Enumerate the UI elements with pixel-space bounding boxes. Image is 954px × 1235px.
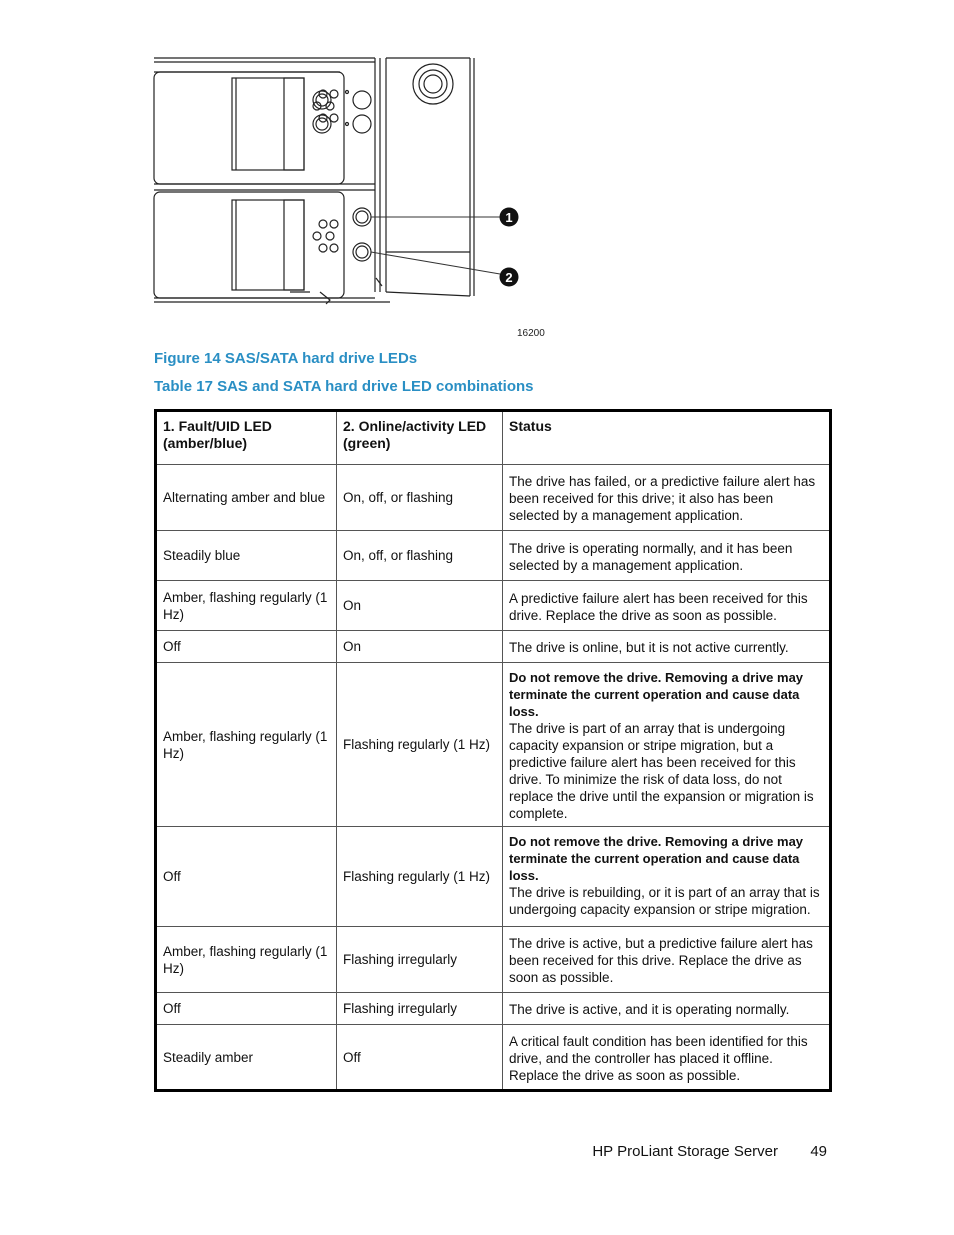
table-row bbox=[156, 631, 831, 663]
table-header-row bbox=[156, 411, 831, 465]
header-fault-uid: 1. Fault/UID LED (amber/blue) bbox=[156, 411, 337, 465]
cell-status-text: The drive is active, and it is operating normally. bbox=[509, 1002, 790, 1017]
table-row bbox=[156, 993, 831, 1025]
cell-status-text: The drive is active, but a predictive failure alert has been received for this drive. Replace the drive as soon as possible. bbox=[509, 936, 813, 985]
drive-led-figure bbox=[150, 52, 550, 347]
cell-status bbox=[503, 827, 831, 927]
header-online-activity: 2. Online/activity LED (green) bbox=[337, 411, 503, 465]
cell-status bbox=[503, 581, 831, 631]
header-status: Status bbox=[503, 411, 831, 465]
cell-status bbox=[503, 631, 831, 663]
callout-2-label: 2 bbox=[505, 270, 513, 285]
cell-fault-uid: Off bbox=[156, 827, 337, 927]
cell-status-text: The drive is online, but it is not active currently. bbox=[509, 640, 789, 655]
cell-online-activity: On, off, or flashing bbox=[337, 531, 503, 581]
footer-title: HP ProLiant Storage Server bbox=[592, 1143, 778, 1160]
cell-fault-uid: Amber, flashing regularly (1 Hz) bbox=[156, 663, 337, 827]
cell-status-warning: Do not remove the drive. Removing a drive may terminate the current operation and cause data loss. bbox=[509, 670, 804, 719]
cell-online-activity: Flashing irregularly bbox=[337, 927, 503, 993]
lower-led-cluster bbox=[313, 220, 338, 252]
cell-status-text: The drive is rebuilding, or it is part of an array that is undergoing capacity expansion or stripe migration. bbox=[509, 885, 820, 917]
cell-fault-uid: Steadily amber bbox=[156, 1025, 337, 1091]
cell-status bbox=[503, 1025, 831, 1091]
table-row bbox=[156, 581, 831, 631]
cell-online-activity: Off bbox=[337, 1025, 503, 1091]
cell-fault-uid: Amber, flashing regularly (1 Hz) bbox=[156, 581, 337, 631]
power-button bbox=[413, 64, 453, 104]
cell-status-text: The drive is operating normally, and it has been selected by a management application. bbox=[509, 540, 793, 573]
cell-status bbox=[503, 993, 831, 1025]
cell-status bbox=[503, 465, 831, 531]
drive-bay-illustration bbox=[150, 52, 550, 347]
table-row bbox=[156, 1025, 831, 1091]
cell-online-activity: Flashing regularly (1 Hz) bbox=[337, 663, 503, 827]
table-row bbox=[156, 663, 831, 827]
table-caption: Table 17 SAS and SATA hard drive LED combinations bbox=[154, 378, 534, 395]
upper-drive bbox=[154, 58, 375, 184]
cell-fault-uid: Off bbox=[156, 631, 337, 663]
figure-code: 16200 bbox=[517, 328, 545, 339]
cell-online-activity: On bbox=[337, 581, 503, 631]
cell-online-activity: On, off, or flashing bbox=[337, 465, 503, 531]
callout-1 bbox=[500, 208, 519, 227]
cell-fault-uid: Off bbox=[156, 993, 337, 1025]
lower-drive bbox=[154, 184, 470, 304]
cell-status-text: A predictive failure alert has been received for this drive. Replace the drive as soon as possible. bbox=[509, 590, 808, 623]
cell-status bbox=[503, 927, 831, 993]
cell-status-warning: Do not remove the drive. Removing a drive may terminate the current operation and cause data loss. bbox=[509, 834, 804, 883]
cell-status-text: The drive is part of an array that is undergoing capacity expansion or stripe migration, but a predictive failure alert has been received for this drive. To minimize the risk of data loss, do not replace the drive until the expansion or migration is complete. bbox=[509, 721, 814, 821]
callout-1-label: 1 bbox=[505, 210, 513, 225]
led-combinations-table bbox=[154, 409, 832, 1092]
cell-status bbox=[503, 531, 831, 581]
table-body bbox=[156, 465, 831, 1091]
cell-fault-uid: Alternating amber and blue bbox=[156, 465, 337, 531]
table-row bbox=[156, 531, 831, 581]
cell-fault-uid: Amber, flashing regularly (1 Hz) bbox=[156, 927, 337, 993]
cell-status bbox=[503, 663, 831, 827]
cell-online-activity: Flashing regularly (1 Hz) bbox=[337, 827, 503, 927]
callout-2 bbox=[500, 268, 519, 287]
table-row bbox=[156, 927, 831, 993]
table-row bbox=[156, 465, 831, 531]
table-row bbox=[156, 827, 831, 927]
page-number: 49 bbox=[810, 1143, 827, 1160]
figure-caption: Figure 14 SAS/SATA hard drive LEDs bbox=[154, 350, 418, 367]
cell-fault-uid: Steadily blue bbox=[156, 531, 337, 581]
cell-online-activity: On bbox=[337, 631, 503, 663]
cell-online-activity: Flashing irregularly bbox=[337, 993, 503, 1025]
cell-status-text: A critical fault condition has been identified for this drive, and the controller has placed it offline. Replace the drive as soon as possible. bbox=[509, 1033, 808, 1083]
cell-status-text: The drive has failed, or a predictive failure alert has been received for this drive; it also has been selected by a management application. bbox=[509, 474, 816, 523]
